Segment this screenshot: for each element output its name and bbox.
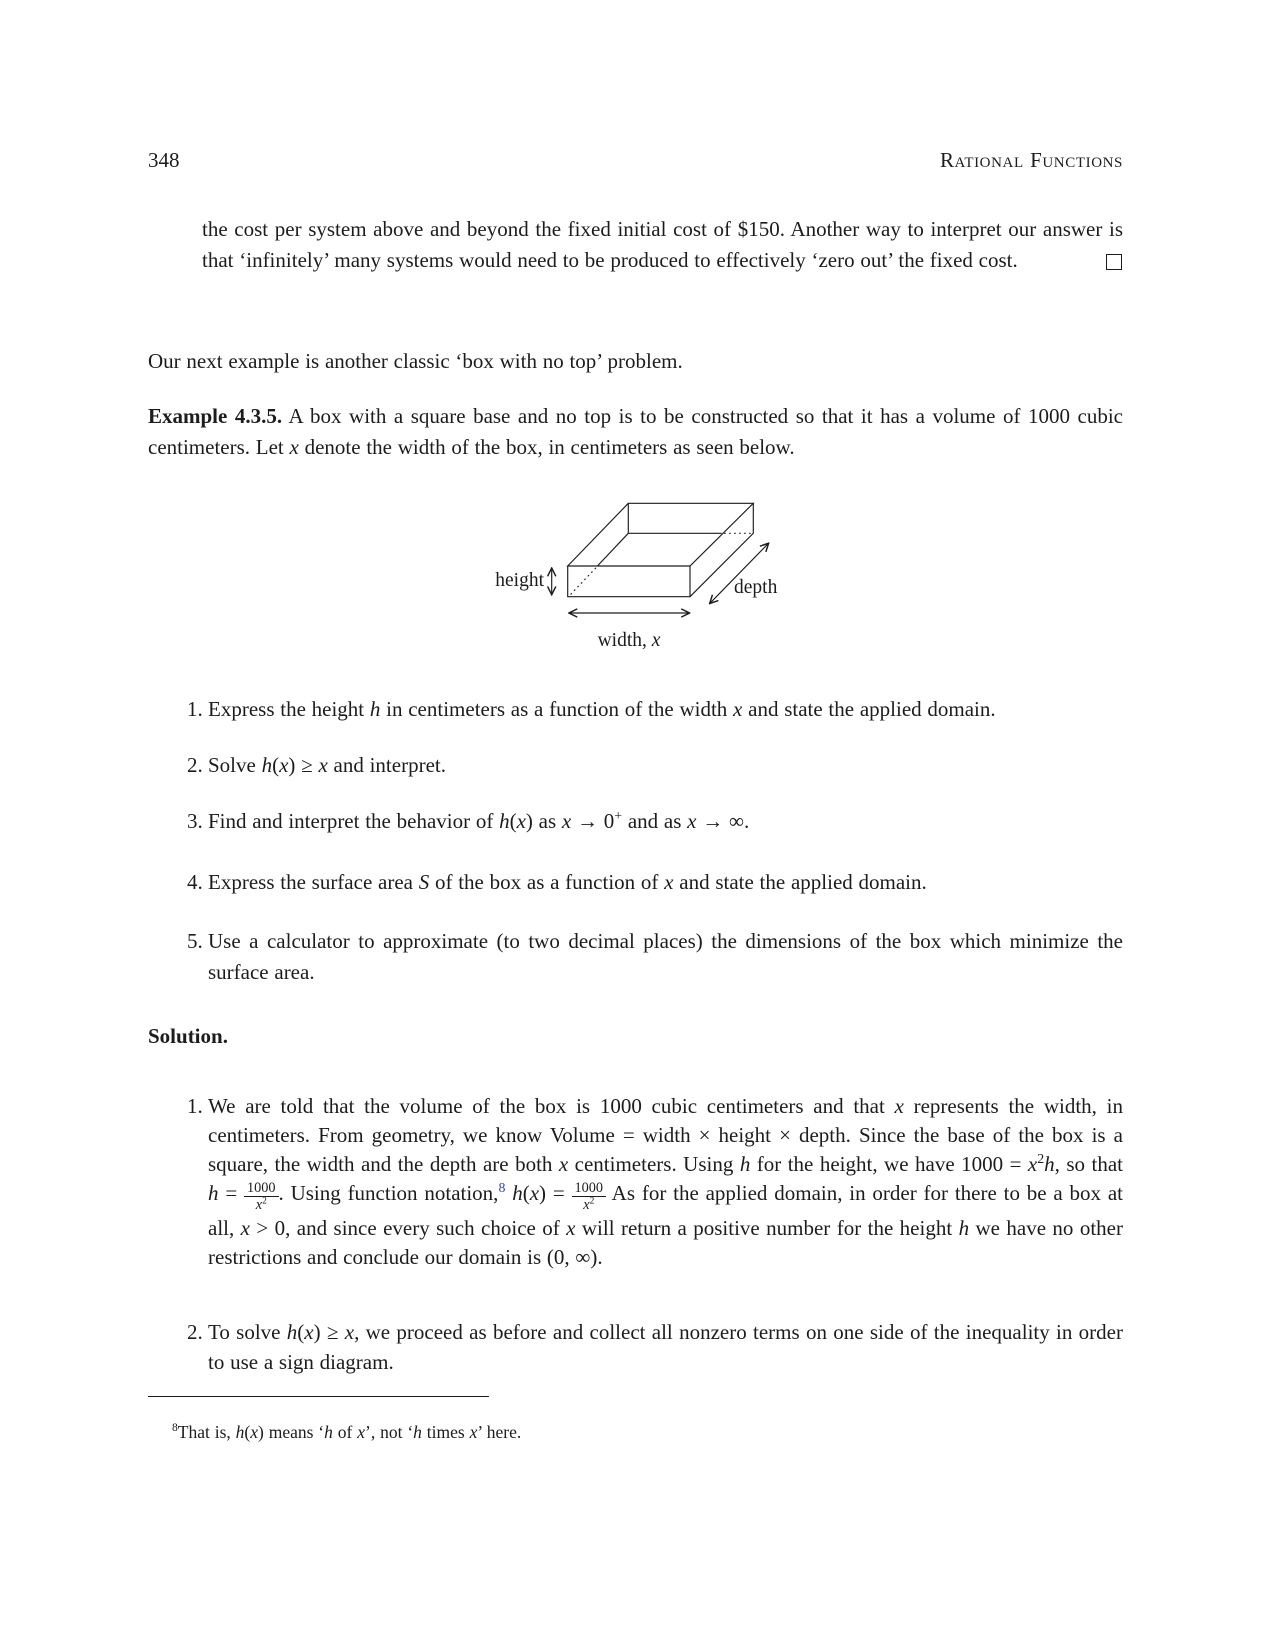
question-item-4 <box>148 867 1123 898</box>
solution-heading <box>148 1021 1123 1052</box>
item-text: We are told that the volume of the box is 1000 cubic centimeters and that x represents the width, in centimeters. From geometry, we know Volume = width × height × depth. Since the base of the box is a square, the width and the depth are both x centimeters. Using h for the height, we have $1000 = x^2h$, so that h = $\frac{1000}{x^2}$ . Using function notation,$^8$ h(x) = $\frac{1000}{x^2}$ As for the applied domain, in order for there to be a box at all, x > 0, and since every such choice of x will return a positive number for the height h we have no other restrictions and conclude our domain is (0, ∞). <box>208 1094 1124 1269</box>
item-text: To solve h(x) ≥ x, we proceed as before and collect all nonzero terms on one side of the inequality in order to use a sign diagram. <box>208 1320 1123 1374</box>
question-item-3 <box>148 806 1123 837</box>
item-number: 2. <box>187 753 203 777</box>
item-number: 1. <box>187 697 203 721</box>
footnote-rule <box>148 1396 489 1397</box>
running-header-title: Rational Functions <box>939 148 1123 172</box>
item-text: Express the surface area S of the box as a function of x and state the applied domain. <box>208 870 927 894</box>
lead-text: Our next example is another classic ‘box with no top’ problem. <box>148 349 683 373</box>
question-item-2 <box>148 750 1123 781</box>
solution-item-1 <box>148 1092 1123 1272</box>
question-item-1 <box>148 694 1123 725</box>
question-item-5 <box>148 926 1123 988</box>
item-text: Express the height h in centimeters as a function of the width x and state the applied domain. <box>208 697 996 721</box>
height-label: height <box>495 570 544 591</box>
width-label: width, x <box>597 630 661 651</box>
page-body <box>148 0 1123 1650</box>
item-text: Solve h(x) ≥ x and interpret. <box>208 753 446 777</box>
paragraph-previous-example-conclusion <box>202 214 1123 276</box>
item-text: Use a calculator to approximate (to two decimal places) the dimensions of the box which minimize the surface area. <box>208 929 1123 984</box>
item-text: Find and interpret the behavior of h(x) as x → 0+ and as x → ∞. <box>208 808 750 833</box>
example-text: A box with a square base and no top is to be constructed so that it has a volume of 1000 cubic centimeters. Let x denote the width of the box, in centimeters as seen below. <box>148 404 1123 459</box>
footnote <box>148 1420 1123 1444</box>
page-number: 348 <box>148 148 180 172</box>
paragraph-lead-in <box>148 346 1123 377</box>
item-number: 1. <box>187 1094 203 1118</box>
item-number: 3. <box>187 809 203 833</box>
item-number: 5. <box>187 929 203 953</box>
qed-tombstone-icon <box>1106 254 1122 270</box>
footnote-marker: 8 <box>172 1421 178 1434</box>
footnote-text: That is, h(x) means ‘h of x’, not ‘h times x’ here. <box>177 1421 522 1442</box>
box-outline <box>568 503 754 596</box>
paragraph-text: the cost per system above and beyond the fixed initial cost of $150. Another way to interpret our answer is that ‘infinitely’ many systems would need to be produced to effectively ‘zero out’ the fixed cost. <box>202 217 1123 272</box>
item-number: 4. <box>187 870 203 894</box>
example-label: Example 4.3.5. <box>148 404 283 428</box>
paragraph-example-statement <box>148 401 1123 463</box>
solution-item-2 <box>148 1317 1123 1377</box>
depth-label: depth <box>734 577 778 598</box>
solution-heading-text: Solution. <box>148 1024 228 1048</box>
item-number: 2. <box>187 1320 203 1344</box>
